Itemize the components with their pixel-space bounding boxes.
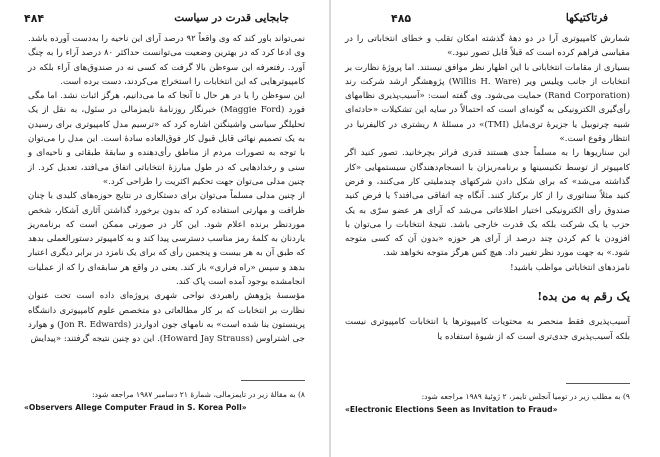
left-page-number: ۴۸۴ — [24, 12, 45, 25]
right-paragraph-1: شمارش کامپیوتری آرا در دو دههٔ گذشته امکان تقلب و خطای انتخاباتی را در مقیاسی فراهم کرده است که قبلاً قابل تصور نبود.» — [345, 34, 630, 59]
right-paragraph-2: بسیاری از مقامات انتخاباتی با این اظهار نظر موافق نیستند. اما پروژهٔ نظارت بر انتخابات از جانب ویلیس ویر (Willis H. Ware) پژوهشگر ارشد شرکت رند (Rand Corporation) حمایت می‌شود. وی گفته است: «آسیب‌پذیری نظامهای رأی‌گیری الکترونیکی به گونه‌ای است که احتمالاً در سایه این تشکیلات «حادثه‌ای شبیه چرنوبیل یا جزیرهٔ تری‌مایل (TMI)» در مسئلهٔ ۸ ریشتری در کالیفرنیا در انتظار وقوع است.» — [345, 62, 631, 145]
right-footnote-citation: «Electronic Elections Seen as Invitation to Fraud» — [345, 405, 558, 414]
right-page-header — [345, 12, 646, 28]
right-paragraph-5: آسیب‌پذیری فقط منحصر به محتویات کامپیوترها یا انتخابات کامپیوتری نیست بلکه آسیب‌پذیری جدی‌تری است که از شیوهٔ استفاده یا — [345, 317, 630, 342]
left-paragraph-3: از چنین مدلی مسلماً می‌توان برای دستکاری در نتایج حوزه‌های کلیدی با چنان ظرافت و مهارتی استفاده کرد که بدون برخورد گذاشتن آثاری آشکار، شخص موردنظر برنده اعلام شود. این کار در صورتی ممکن است که برنامه‌ریز یاردنان به کلمهٔ رمز مناسب دسترسی پیدا کند و به کامپیوتر دستورالعملی بدهد که طبق آن به هر بیست و پنجمین رأی که برای یک نامزد در برابر دیگری اعتبار بدهد و سپس «راه فراری» باز کند. یعنی در واقع هر سابقه‌ای را که از عملیات انجامشده بوجود آمده است پاک کند. — [28, 191, 305, 288]
right-page-body — [345, 32, 630, 344]
left-footnote-text: ۸) به مقالهٔ زیر در تایمزمالی، شمارهٔ ۲۱ دسامبر ۱۹۸۷ مراجعه شود: — [92, 390, 305, 399]
left-footnote-citation: «Observers Allege Computer Fraud in S. Korea Poll» — [24, 403, 247, 412]
left-running-title: جابجایی قدرت در سیاست — [174, 12, 289, 24]
left-paragraph-1: نمی‌تواند باور کند که وی واقعاً ۹۲ درصد آرای این ناحیه را به‌دست آورده باشد. وی ادعا کرد که در بهترین وضعیت می‌توانست حداکثر ۸۰ درصد آراء را به چنگ آورد. رفتعرفه این سوءظن بالا گرفت که کسی نه در صندوق‌های آراء بلکه در کامپیوترهایی که این انتخابات را استخراج می‌کردند، دست برده است. — [28, 34, 306, 87]
right-page — [331, 0, 660, 457]
right-paragraph-3: این سناریوها را به مسلماً جدی هستند قدری فراتر بچرخانید. تصور کنید اگر کامپیوتر از توسط تکنیسینها و برنامه‌ریزان با انسجام‌دهندگان سیستمهایی «کار گذاشته می‌شد» که برای شکل دادن شرکتهای چندملیتی کار می‌کنند، و فرض کنید مثلاً سناتوری را از کار برکنار کنند. آنگاه چه اتفاقی می‌افتد؟ یا فرض کنید صندوق رأی الکترونیکی اختیار اطلاعاتی می‌شد که آرای هر عضو سرّی به یک حزب یا یک شرکت بلکه یک قدرت خارجی باشد. نتیجهٔ انتخابات را می‌توان با افزودن یا کم کردن چند درصد از آرای هر حوزه «بدون آن که کسی متوجه شود.» به جهت مورد نظر تغییر داد. هیچ کس هرگز متوجه نخواهد شد. — [345, 148, 630, 259]
left-page — [0, 0, 329, 457]
right-running-title: فرتاکتیکها — [565, 12, 608, 24]
section-heading: یک رقم به من بده! — [537, 289, 630, 304]
right-paragraph-4: نامزدهای انتخاباتی مواظب باشید! — [510, 262, 630, 273]
right-footnote — [345, 390, 630, 416]
right-footnote-text: ۹) به مطلب زیر در تومیا آنجلس تایمز، ۲ ژوئیهٔ ۱۹۸۹ مراجعه شود: — [421, 392, 630, 401]
left-footnote-rule — [241, 380, 305, 381]
left-paragraph-2: این سوءظن را یا در هر حال تا آنجا که ما می‌دانیم، هرگز اثبات نشد. اما مگی فورد (Maggie Ford) خبرنگار روزنامهٔ نایمزمالی در سئول، به نقل از یک تحلیلگر سیاسی واشینگتن اشاره کرد که «ترسیم مدل کامپیوتری برای رسیدن به یک تصمیم نهائی قابل قبول کار فوق‌العاده سادهٔ است. این مدل را می‌توان با توجه به تصورات مردم از مناطق رأی‌دهنده و سابقهٔ طبقاتی و ناحیه‌ای و سنی و رخدادهایی که در طول مبارزهٔ انتخاباتی اتفاق می‌افتد، تعدیل کرد. از چنین مدلی می‌توان جهت تحکیم اکثریت را طراحی کرد.» — [28, 91, 305, 187]
left-paragraph-4: مؤسسهٔ پژوهش راهبردی نواحی شهری پروژه‌ای داده است تحت عنوان نظارت بر انتخابات که بر کار مطالعاتی دو متخصص علوم کامپیوتری دانشگاه پرینستون بنا شده است» به نامهای جون ادواردز (Jon R. Edwards) و هوارد جی اشتراوس (Howard Jay Strauss). این دو چنین نتیجه گرفتند: «پیدایش — [28, 291, 305, 345]
left-footnote — [24, 388, 305, 414]
right-page-number: ۴۸۵ — [391, 12, 412, 25]
left-page-header — [14, 12, 315, 28]
left-page-body — [28, 32, 305, 347]
right-footnote-rule — [566, 383, 630, 384]
